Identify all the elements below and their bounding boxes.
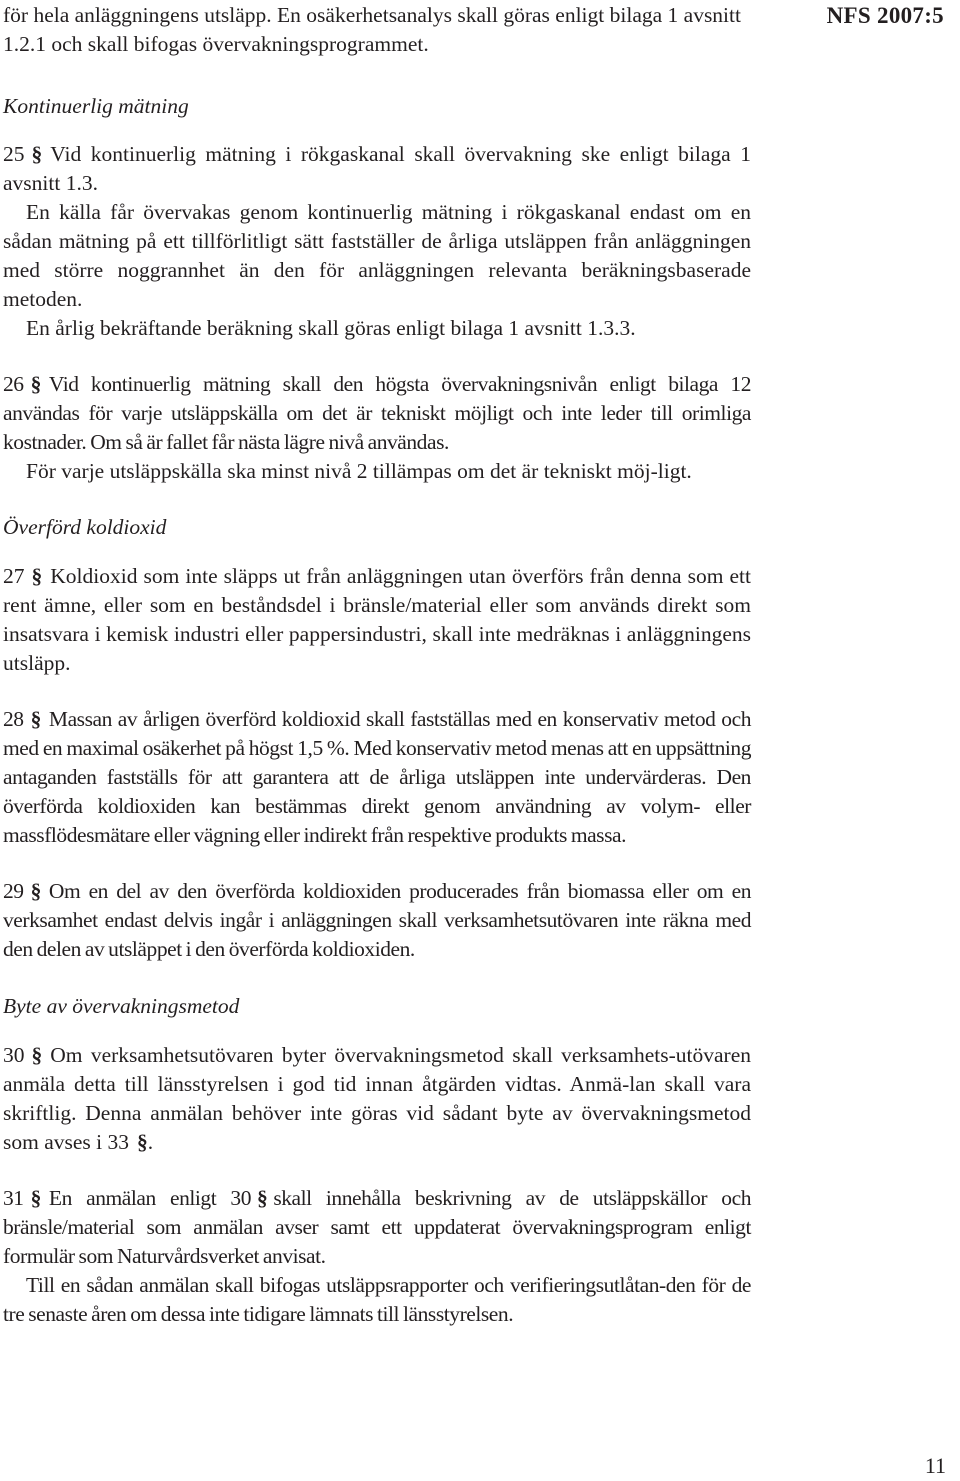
section-number: 30: [3, 1043, 25, 1067]
section-27: [3, 562, 751, 678]
section-26: [3, 370, 751, 457]
section-text: Om verksamhetsutövaren byter övervakningsmetod skall verksamhets-utövaren anmäla detta till länsstyrelsen i god tid innan åtgärden vidtas. Anmä-lan skall vara skriftlig. Denna anmälan behöver inte göras vid sådant byte av övervakningsmetod som avses i 33: [3, 1043, 751, 1154]
section-number: 26: [3, 372, 24, 396]
section-symbol: §: [137, 1130, 148, 1154]
section-number: 25: [3, 142, 25, 166]
heading-continuous-measurement: Kontinuerlig mätning: [3, 94, 189, 118]
section-number: 27: [3, 564, 25, 588]
section-text-end: .: [147, 1130, 154, 1154]
section-31-continuation-1: Till en sådan anmälan skall bifogas utsläppsrapporter och verifieringsutlåtan-den för de tre senaste åren om dessa inte tidigare lämnats till länsstyrelsen.: [3, 1273, 751, 1326]
section-25: [3, 140, 751, 198]
heading-transferred-co2: Överförd koldioxid: [3, 515, 167, 539]
section-symbol: §: [30, 879, 41, 903]
page-number: 11: [924, 1453, 946, 1478]
page-content: [3, 92, 751, 1329]
header-intro-text: för hela anläggningens utsläpp. En osäkerhetsanalys skall göras enligt bilaga 1 avsnitt 1.2.1 och skall bifogas övervakningsprogrammet.: [3, 3, 741, 56]
section-number: 28: [3, 707, 24, 731]
section-symbol: §: [31, 564, 43, 588]
section-text: En anmälan enligt 30: [48, 1186, 252, 1210]
section-symbol: §: [31, 142, 43, 166]
section-number: 31: [3, 1186, 24, 1210]
heading-change-monitoring-method: Byte av övervakningsmetod: [3, 994, 240, 1018]
section-28: [3, 705, 751, 850]
section-25-continuation-2: En årlig bekräftande beräkning skall göras enligt bilaga 1 avsnitt 1.3.3.: [26, 316, 636, 340]
section-symbol: §: [30, 372, 41, 396]
section-text: Massan av årligen överförd koldioxid skall fastställas med en konservativ metod och med en maximal osäkerhet på högst 1,5 %. Med konservativ metod menas att en uppsättning antaganden fastställs för att garantera att de årliga utsläppen inte undervärderas. Den överförda koldioxiden kan bestämmas direkt genom användning av volym- eller massflödesmätare eller vägning eller indirekt från respektive produkts massa.: [3, 707, 751, 847]
section-text: Koldioxid som inte släpps ut från anläggningen utan överförs från denna som ett rent ämne, eller som en beståndsdel i bränsle/material eller som används direkt som insatsvara i kemisk industri eller pappersindustri, skall inte medräknas i anläggningens utsläpp.: [3, 564, 751, 675]
section-symbol: §: [30, 707, 41, 731]
section-text: Vid kontinuerlig mätning i rökgaskanal skall övervakning ske enligt bilaga 1 avsnitt 1.3.: [3, 142, 751, 195]
section-25-continuation-1: En källa får övervakas genom kontinuerlig mätning i rökgaskanal endast om en sådan mätning på ett tillförlitligt sätt fastställer de årliga utsläppen från anläggningen med större noggrannhet än den för anläggningen relevanta beräkningsbaserade metoden.: [3, 200, 751, 311]
section-symbol: §: [30, 1186, 41, 1210]
section-symbol: §: [257, 1186, 268, 1210]
section-text-end: skall innehålla beskrivning av de utsläppskällor och bränsle/material som anmälan avser samt ett uppdaterat övervakningsprogram enligt formulär som Naturvårdsverket anvisat.: [3, 1186, 751, 1268]
section-30: [3, 1041, 751, 1157]
document-code: NFS 2007:5: [826, 3, 944, 28]
section-31: [3, 1184, 751, 1271]
section-text: Vid kontinuerlig mätning skall den högsta övervakningsnivån enligt bilaga 12 användas för varje utsläppskälla om det är tekniskt möjligt och inte leder till orimliga kostnader. Om så är fallet får nästa lägre nivå användas.: [3, 372, 751, 454]
section-symbol: §: [31, 1043, 43, 1067]
section-29: [3, 877, 751, 964]
section-26-continuation-1: För varje utsläppskälla ska minst nivå 2 tillämpas om det är tekniskt möj-ligt.: [26, 459, 692, 483]
section-number: 29: [3, 879, 24, 903]
section-text: Om en del av den överförda koldioxiden producerades från biomassa eller om en verksamhet endast delvis ingår i anläggningen skall verksamhetsutövaren inte räkna med den delen av utsläppet i den överförda koldioxiden.: [3, 879, 751, 961]
